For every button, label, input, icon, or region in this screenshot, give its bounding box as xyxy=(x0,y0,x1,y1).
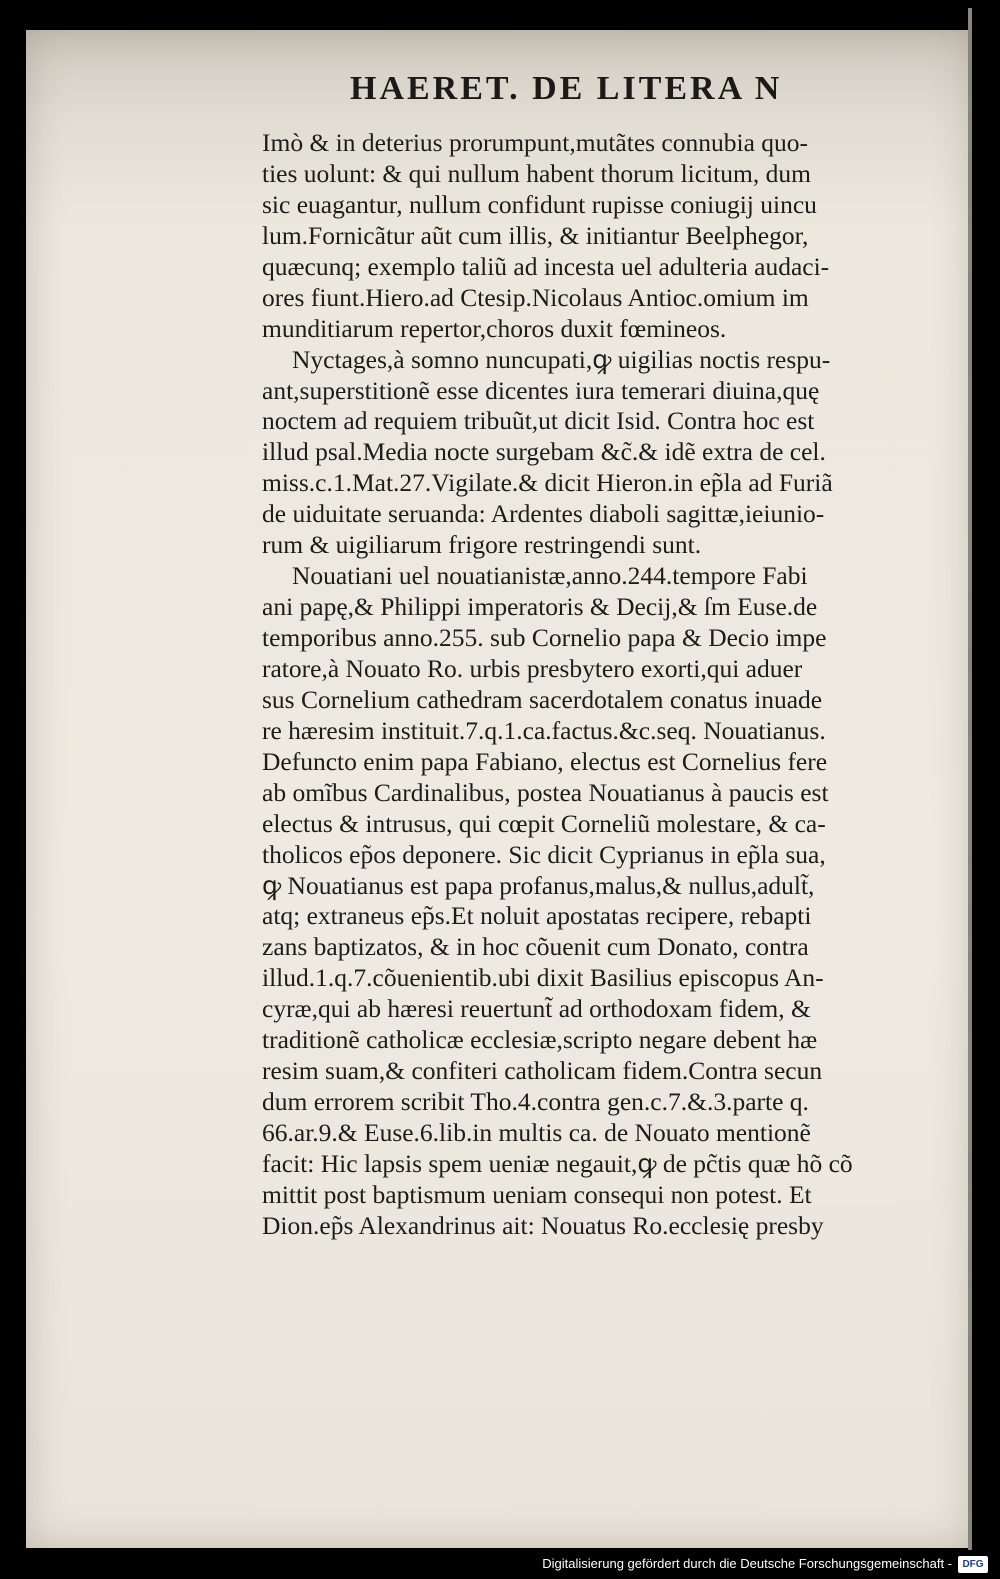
text-line: noctem ad requiem tribuũt,ut dicit Isid. Contra hoc est xyxy=(262,406,815,436)
running-head: HAERET. DE LITERA N xyxy=(350,70,783,107)
text-line: traditionẽ catholicæ ecclesiæ,scripto negare debent hæ xyxy=(262,1025,818,1055)
text-line: sic euagantur, nullum confidunt rupisse coniugij uincu xyxy=(262,189,817,219)
body-text xyxy=(262,128,962,1242)
text-line: rum & uigiliarum frigore restringendi sunt. xyxy=(262,530,702,560)
text-line: temporibus anno.255. sub Cornelio papa & Decio impe xyxy=(262,623,827,652)
text-line: Nyctages,à somno nuncupati,ꝙ uigilias noctis respu- xyxy=(292,344,831,374)
dfg-logo-icon: DFG xyxy=(958,1556,988,1573)
text-line: cyræ,qui ab hæresi reuertunt̃ ad orthodoxam fidem, & xyxy=(262,994,811,1024)
text-line: lum.Fornicãtur aũt cum illis, & initiantur Beelphegor, xyxy=(262,220,809,250)
text-line: ab omĩbus Cardinalibus, postea Nouatianus à paucis est xyxy=(262,777,829,807)
text-line: 66.ar.9.& Euse.6.lib.in multis ca. de Nouato mentionẽ xyxy=(262,1118,811,1147)
text-line: sus Cornelium cathedram sacerdotalem conatus inuade xyxy=(262,684,823,714)
text-line: illud psal.Media nocte surgebam &c̃.& idẽ extra de cel. xyxy=(262,437,826,467)
text-line: Imò & in deterius prorumpunt,mutãtes connubia quo- xyxy=(262,128,809,157)
text-line: zans baptizatos, & in hoc cõuenit cum Donato, contra xyxy=(262,932,809,962)
text-line: ores fiunt.Hiero.ad Ctesip.Nicolaus Antioc.omium im xyxy=(262,282,809,312)
text-line: quæcunq; exemplo taliũ ad incesta uel adulteria audaci- xyxy=(262,251,830,281)
text-line: mittit post baptismum ueniam consequi non potest. Et xyxy=(262,1179,812,1209)
text-line: ties uolunt: & qui nullum habent thorum licitum, dum xyxy=(262,158,811,188)
text-line: de uiduitate seruanda: Ardentes diaboli sagittæ,ieiunio- xyxy=(262,499,825,529)
text-line: ant,superstitionẽ esse dicentes iura temerari diuina,quę xyxy=(262,375,820,405)
text-line: illud.1.q.7.cõuenientib.ubi dixit Basilius episcopus An- xyxy=(262,963,824,993)
text-line: atq; extraneus ep̃s.Et noluit apostatas recipere, rebapti xyxy=(262,901,812,931)
text-line: munditiarum repertor,choros duxit fœmineos. xyxy=(262,313,727,343)
page-edge xyxy=(968,8,972,1550)
text-line: Defuncto enim papa Fabiano, electus est Cornelius fere xyxy=(262,746,828,776)
text-line: Nouatiani uel nouatianistæ,anno.244.tempore Fabi xyxy=(292,561,808,591)
text-line: ratore,à Nouato Ro. urbis presbytero exorti,qui aduer xyxy=(262,653,803,683)
text-line: facit: Hic lapsis spem ueniæ negauit,ꝙ de pc̃tis quæ hõ cõ xyxy=(262,1148,853,1178)
text-line: resim suam,& confiteri catholicam fidem.Contra secun xyxy=(262,1056,823,1086)
text-line: ꝙ Nouatianus est papa profanus,malus,& nullus,adult̃, xyxy=(262,870,815,900)
text-line: Dion.ep̃s Alexandrinus ait: Nouatus Ro.ecclesię presby xyxy=(262,1210,824,1240)
text-line: dum errorem scribit Tho.4.contra gen.c.7.&.3.parte q. xyxy=(262,1087,809,1117)
text-line: miss.c.1.Mat.27.Vigilate.& dicit Hieron.in ep̃la ad Furiã xyxy=(262,468,833,498)
text-line: ani papę,& Philippi imperatoris & Decij,& ſm Euse.de xyxy=(262,592,818,622)
text-line: electus & intrusus, qui cœpit Corneliũ molestare, & ca- xyxy=(262,808,826,838)
funding-credit: Digitalisierung gefördert durch die Deutsche Forschungsgemeinschaft - xyxy=(542,1556,952,1571)
text-line: re hæresim instituit.7.q.1.ca.factus.&c.seq. Nouatianus. xyxy=(262,715,826,745)
text-line: tholicos ep̃os deponere. Sic dicit Cyprianus in ep̃la sua, xyxy=(262,839,826,869)
footer-bar xyxy=(0,1552,1000,1579)
